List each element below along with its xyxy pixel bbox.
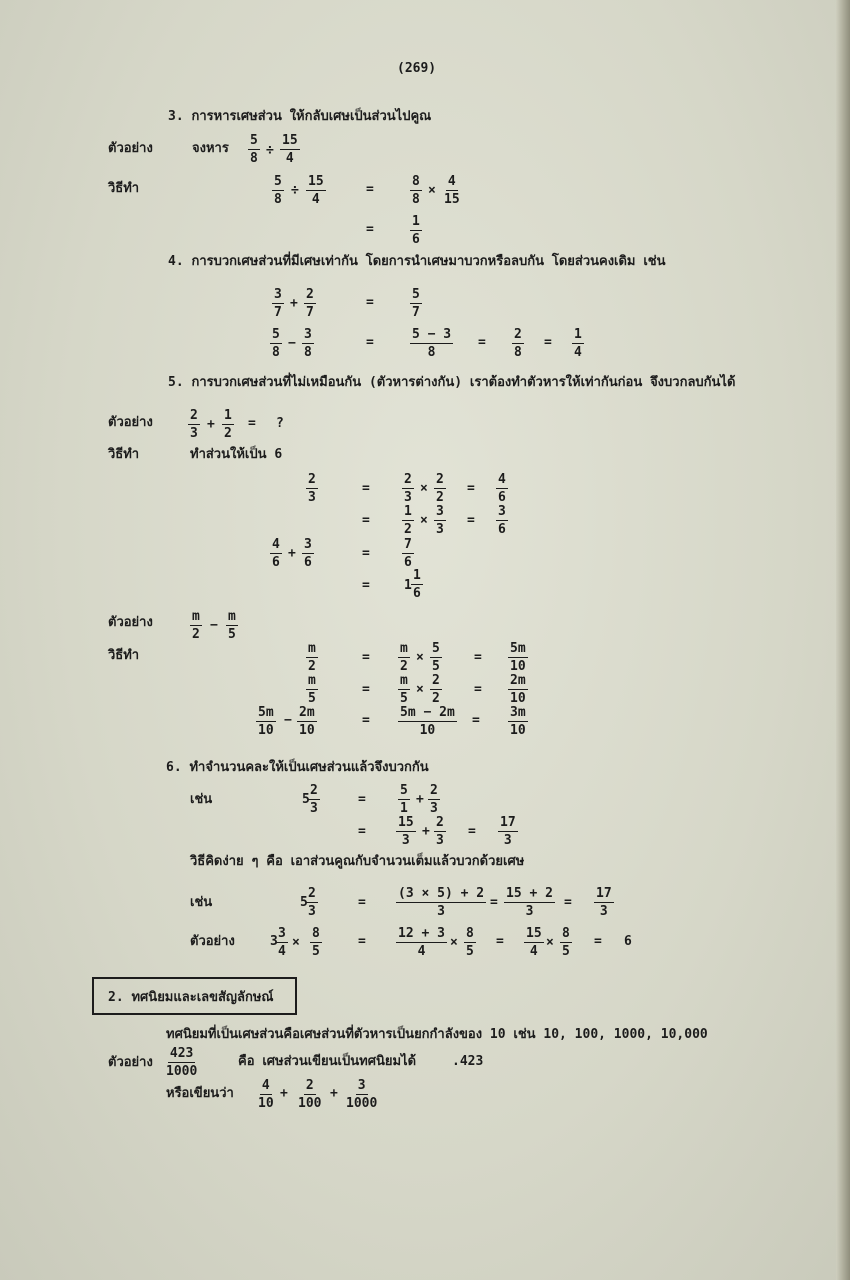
numerator: m — [400, 673, 408, 688]
denominator: 8 — [412, 192, 420, 207]
equals-sign: = — [362, 513, 370, 528]
fraction — [464, 926, 476, 959]
fraction — [442, 174, 462, 207]
fraction — [410, 174, 422, 207]
denominator: 5 — [312, 944, 320, 959]
denominator: 4 — [417, 944, 426, 959]
denominator: 2 — [224, 426, 232, 441]
page-number: (269) — [397, 61, 437, 76]
plus-sign: + — [207, 417, 215, 432]
method-label: วิธีทำ — [108, 181, 140, 196]
fraction — [297, 705, 317, 738]
denominator: 3 — [436, 833, 444, 848]
fraction — [402, 472, 414, 505]
fraction — [524, 926, 544, 959]
plus-sign: + — [288, 546, 296, 561]
numerator: 2 — [308, 472, 316, 487]
page-edge — [836, 0, 850, 1280]
numerator: 4 — [498, 472, 506, 487]
numerator: 3 — [274, 287, 282, 302]
multiply-sign: × — [416, 650, 424, 665]
multiply-sign: × — [416, 682, 424, 697]
fraction — [222, 408, 234, 441]
decimal-definition: ทศนิยมที่เป็นเศษส่วนคือเศษส่วนที่ตัวหารเป็นยกกำลังของ 10 เช่น 10, 100, 1000, 10,000 — [166, 1027, 708, 1042]
denominator: 5 — [432, 659, 440, 674]
numerator: 5m — [510, 641, 526, 656]
fraction — [396, 926, 447, 959]
fraction — [256, 705, 276, 738]
fraction — [508, 673, 528, 706]
denominator: 5 — [562, 944, 570, 959]
fraction — [496, 504, 508, 537]
multiply-sign: × — [420, 513, 428, 528]
mixed-whole: 5 — [300, 895, 308, 910]
numerator: 2 — [436, 472, 444, 487]
fraction — [302, 537, 314, 570]
equals-sign: = — [478, 335, 486, 350]
fraction — [430, 641, 442, 674]
numerator: 8 — [412, 174, 420, 189]
fraction — [398, 673, 410, 706]
method-label: วิธีทำ — [108, 447, 140, 462]
or-write-label: หรือเขียนว่า — [166, 1086, 234, 1101]
denominator: 7 — [306, 305, 314, 320]
fraction — [296, 1078, 323, 1111]
multiply-sign: × — [420, 481, 428, 496]
numerator: 3 — [304, 327, 312, 342]
equals-sign: = — [564, 895, 572, 910]
denominator: 1000 — [346, 1096, 378, 1111]
numerator: m — [308, 641, 316, 656]
denominator: 3 — [599, 904, 608, 919]
numerator: 4 — [261, 1078, 270, 1093]
fraction — [280, 133, 300, 166]
denominator: 10 — [258, 1096, 274, 1111]
multiply-sign: × — [546, 935, 554, 950]
mixed-whole: 1 — [404, 578, 412, 593]
denominator: 8 — [250, 151, 258, 166]
denominator: 4 — [285, 151, 294, 166]
numerator: 2 — [305, 1078, 314, 1093]
equals-sign: = — [362, 650, 370, 665]
equals-sign: = — [490, 895, 498, 910]
fraction — [304, 287, 316, 320]
denominator: 8 — [272, 345, 280, 360]
denominator: 2 — [192, 627, 200, 642]
denominator: 5 — [308, 691, 316, 706]
numerator: (3 × 5) + 2 — [398, 886, 485, 901]
fraction — [308, 783, 320, 816]
numerator: 2 — [306, 287, 314, 302]
section-2-title-box — [92, 977, 297, 1015]
rule-5-heading: 5. การบวกเศษส่วนที่ไม่เหมือนกัน (ตัวหารต่างกัน) เราต้องทำตัวหารให้เท่ากันก่อน จึงบวกลบกันได้ — [168, 375, 736, 390]
numerator: 15 — [308, 174, 324, 189]
method-label: วิธีทำ — [108, 648, 140, 663]
numerator: 8 — [466, 926, 474, 941]
fraction — [504, 886, 555, 919]
denominator: 3 — [430, 801, 438, 816]
fraction — [594, 886, 614, 919]
fraction — [270, 327, 282, 360]
denominator: 8 — [274, 192, 282, 207]
numerator: 7 — [404, 537, 412, 552]
numerator: 8 — [312, 926, 320, 941]
fraction — [306, 641, 318, 674]
denominator: 100 — [298, 1096, 322, 1111]
denominator: 3 — [401, 833, 410, 848]
numerator: 5 — [250, 133, 258, 148]
numerator: 423 — [169, 1046, 194, 1061]
denominator: 3 — [190, 426, 198, 441]
denominator: 7 — [412, 305, 420, 320]
equals-sign: = — [366, 222, 374, 237]
fraction — [306, 673, 318, 706]
question-mark: ? — [276, 416, 284, 431]
fraction — [306, 886, 318, 919]
equals-sign: = — [366, 295, 374, 310]
numerator: 2 — [404, 472, 412, 487]
denominator: 3 — [310, 801, 318, 816]
denominator: 5 — [400, 691, 408, 706]
fraction — [248, 133, 260, 166]
plus-sign: + — [290, 296, 298, 311]
numerator: 4 — [447, 174, 456, 189]
numerator: 15 — [526, 926, 542, 941]
example-label: ตัวอย่าง — [108, 1055, 153, 1070]
denominator: 3 — [308, 490, 316, 505]
fraction — [410, 287, 422, 320]
equals-sign: = — [362, 682, 370, 697]
fraction — [272, 287, 284, 320]
fraction — [402, 504, 414, 537]
shortcut-note: วิธีคิดง่าย ๆ คือ เอาส่วนคูณกับจำนวนเต็มแล้วบวกด้วยเศษ — [190, 854, 525, 869]
denominator: 2 — [432, 691, 440, 706]
numerator: 3 — [436, 504, 444, 519]
numerator: m — [308, 673, 316, 688]
denominator: 10 — [419, 723, 436, 738]
denominator: 4 — [311, 192, 320, 207]
denominator: 8 — [304, 345, 312, 360]
fraction — [190, 609, 202, 642]
multiply-sign: × — [450, 935, 458, 950]
denominator: 2 — [308, 659, 316, 674]
such-as-label: เช่น — [190, 792, 213, 807]
denominator: 3 — [308, 904, 316, 919]
rule-4-heading: 4. การบวกเศษส่วนที่มีเศษเท่ากัน โดยการนำเศษมาบวกหรือลบกัน โดยส่วนคงเดิม เช่น — [168, 254, 666, 269]
example-label: ตัวอย่าง — [108, 141, 153, 156]
method-note: ทำส่วนให้เป็น 6 — [190, 447, 283, 462]
plus-sign: + — [330, 1086, 338, 1101]
denominator: 10 — [299, 723, 315, 738]
equals-sign: = — [358, 792, 366, 807]
equals-sign: = — [362, 578, 370, 593]
numerator: 2 — [432, 673, 440, 688]
numerator: 3 — [498, 504, 506, 519]
minus-sign: − — [210, 618, 218, 633]
equals-sign: = — [248, 416, 256, 431]
fraction — [398, 783, 410, 816]
denominator: 3 — [404, 490, 412, 505]
result-value: 6 — [624, 934, 632, 949]
decimal-explain: คือ เศษส่วนเขียนเป็นทศนิยมได้ — [238, 1054, 417, 1069]
fraction — [410, 327, 453, 360]
numerator: 17 — [500, 815, 516, 830]
equals-sign: = — [472, 713, 480, 728]
numerator: 3m — [510, 705, 526, 720]
denominator: 5 — [466, 944, 474, 959]
equals-sign: = — [366, 335, 374, 350]
denominator: 10 — [510, 723, 526, 738]
fraction — [302, 327, 314, 360]
denominator: 6 — [498, 490, 506, 505]
example-label: ตัวอย่าง — [108, 415, 153, 430]
rule-6-heading: 6. ทำจำนวนคละให้เป็นเศษส่วนแล้วจึงบวกกัน — [166, 760, 429, 775]
fraction — [560, 926, 572, 959]
denominator: 10 — [258, 723, 274, 738]
denominator: 3 — [525, 904, 534, 919]
fraction — [508, 641, 528, 674]
numerator: 5 — [272, 327, 280, 342]
denominator: 6 — [304, 555, 312, 570]
numerator: 8 — [562, 926, 570, 941]
denominator: 6 — [272, 555, 280, 570]
numerator: 3 — [278, 926, 286, 941]
numerator: 5 — [412, 287, 420, 302]
denominator: 6 — [412, 232, 420, 247]
numerator: 2m — [299, 705, 315, 720]
equals-sign: = — [594, 934, 602, 949]
numerator: 5 — [274, 174, 282, 189]
plus-sign: + — [280, 1086, 288, 1101]
denominator: 3 — [437, 904, 445, 919]
numerator: 2m — [510, 673, 526, 688]
denominator: 6 — [498, 522, 506, 537]
fraction — [226, 609, 238, 642]
example-prompt: จงหาร — [192, 141, 229, 156]
fraction — [396, 815, 416, 848]
such-as-label: เช่น — [190, 895, 213, 910]
fraction — [572, 327, 584, 360]
numerator: 5 — [400, 783, 408, 798]
numerator: 2 — [310, 783, 318, 798]
plus-sign: + — [422, 824, 430, 839]
fraction — [256, 1078, 276, 1111]
equals-sign: = — [468, 824, 476, 839]
numerator: 3 — [304, 537, 312, 552]
numerator: 4 — [272, 537, 280, 552]
fraction — [434, 815, 446, 848]
fraction — [508, 705, 528, 738]
fraction — [396, 886, 486, 919]
numerator: m — [400, 641, 408, 656]
numerator: 1 — [413, 568, 421, 583]
fraction — [164, 1046, 199, 1079]
denominator: 3 — [436, 522, 444, 537]
fraction — [402, 537, 414, 570]
denominator: 8 — [427, 345, 436, 360]
fraction — [310, 926, 322, 959]
example-label: ตัวอย่าง — [190, 934, 235, 949]
denominator: 1 — [400, 801, 408, 816]
numerator: 1 — [574, 327, 582, 342]
divide-sign: ÷ — [266, 143, 274, 158]
fraction — [306, 174, 326, 207]
numerator: m — [228, 609, 236, 624]
denominator: 2 — [436, 490, 444, 505]
equals-sign: = — [474, 682, 482, 697]
fraction — [496, 472, 508, 505]
decimal-value: .423 — [452, 1054, 484, 1069]
equals-sign: = — [358, 895, 366, 910]
fraction — [410, 214, 422, 247]
numerator: 5 − 3 — [412, 327, 452, 342]
fraction — [270, 537, 282, 570]
numerator: m — [192, 609, 200, 624]
numerator: 2 — [430, 783, 438, 798]
numerator: 1 — [404, 504, 412, 519]
numerator: 3 — [357, 1078, 366, 1093]
denominator: 3 — [503, 833, 512, 848]
denominator: 8 — [514, 345, 522, 360]
denominator: 4 — [574, 345, 582, 360]
denominator: 10 — [510, 691, 526, 706]
example-label: ตัวอย่าง — [108, 615, 153, 630]
denominator: 2 — [404, 522, 412, 537]
numerator: 5 — [432, 641, 440, 656]
denominator: 6 — [413, 586, 421, 601]
numerator: 15 — [398, 815, 414, 830]
numerator: 2 — [514, 327, 522, 342]
numerator: 5m — [258, 705, 274, 720]
fraction — [398, 641, 410, 674]
numerator: 15 + 2 — [506, 886, 553, 901]
numerator: 12 + 3 — [398, 926, 445, 941]
denominator: 15 — [444, 192, 460, 207]
numerator: 2 — [308, 886, 316, 901]
denominator: 6 — [404, 555, 412, 570]
denominator: 1000 — [166, 1064, 198, 1079]
fraction — [344, 1078, 379, 1111]
equals-sign: = — [467, 513, 475, 528]
denominator: 7 — [274, 305, 282, 320]
rule-3-heading: 3. การหารเศษส่วน ให้กลับเศษเป็นส่วนไปคูณ — [168, 109, 432, 124]
mixed-whole: 3 — [270, 934, 278, 949]
equals-sign: = — [467, 481, 475, 496]
minus-sign: − — [288, 336, 296, 351]
numerator: 1 — [224, 408, 232, 423]
fraction — [434, 504, 446, 537]
fraction — [188, 408, 200, 441]
equals-sign: = — [544, 335, 552, 350]
plus-sign: + — [416, 792, 424, 807]
denominator: 10 — [510, 659, 526, 674]
equals-sign: = — [362, 713, 370, 728]
denominator: 4 — [278, 944, 286, 959]
numerator: 17 — [596, 886, 612, 901]
multiply-sign: × — [428, 183, 436, 198]
equals-sign: = — [474, 650, 482, 665]
divide-sign: ÷ — [291, 183, 299, 198]
equals-sign: = — [496, 934, 504, 949]
numerator: 5m − 2m — [400, 705, 455, 720]
fraction — [398, 705, 457, 738]
fraction — [276, 926, 288, 959]
minus-sign: − — [284, 713, 292, 728]
fraction — [306, 472, 318, 505]
equals-sign: = — [362, 546, 370, 561]
equals-sign: = — [362, 481, 370, 496]
fraction — [512, 327, 524, 360]
numerator: 2 — [436, 815, 444, 830]
equals-sign: = — [366, 182, 374, 197]
fraction — [411, 568, 423, 601]
fraction — [428, 783, 440, 816]
fraction — [434, 472, 446, 505]
fraction — [430, 673, 442, 706]
denominator: 5 — [228, 627, 236, 642]
numerator: 2 — [190, 408, 198, 423]
denominator: 4 — [529, 944, 538, 959]
fraction — [272, 174, 284, 207]
numerator: 15 — [282, 133, 298, 148]
equals-sign: = — [358, 934, 366, 949]
mixed-whole: 5 — [302, 792, 310, 807]
equals-sign: = — [358, 824, 366, 839]
numerator: 1 — [412, 214, 420, 229]
multiply-sign: × — [292, 935, 300, 950]
section-2-title: 2. ทศนิยมและเลขสัญลักษณ์ — [108, 989, 274, 1005]
denominator: 2 — [400, 659, 408, 674]
fraction — [498, 815, 518, 848]
